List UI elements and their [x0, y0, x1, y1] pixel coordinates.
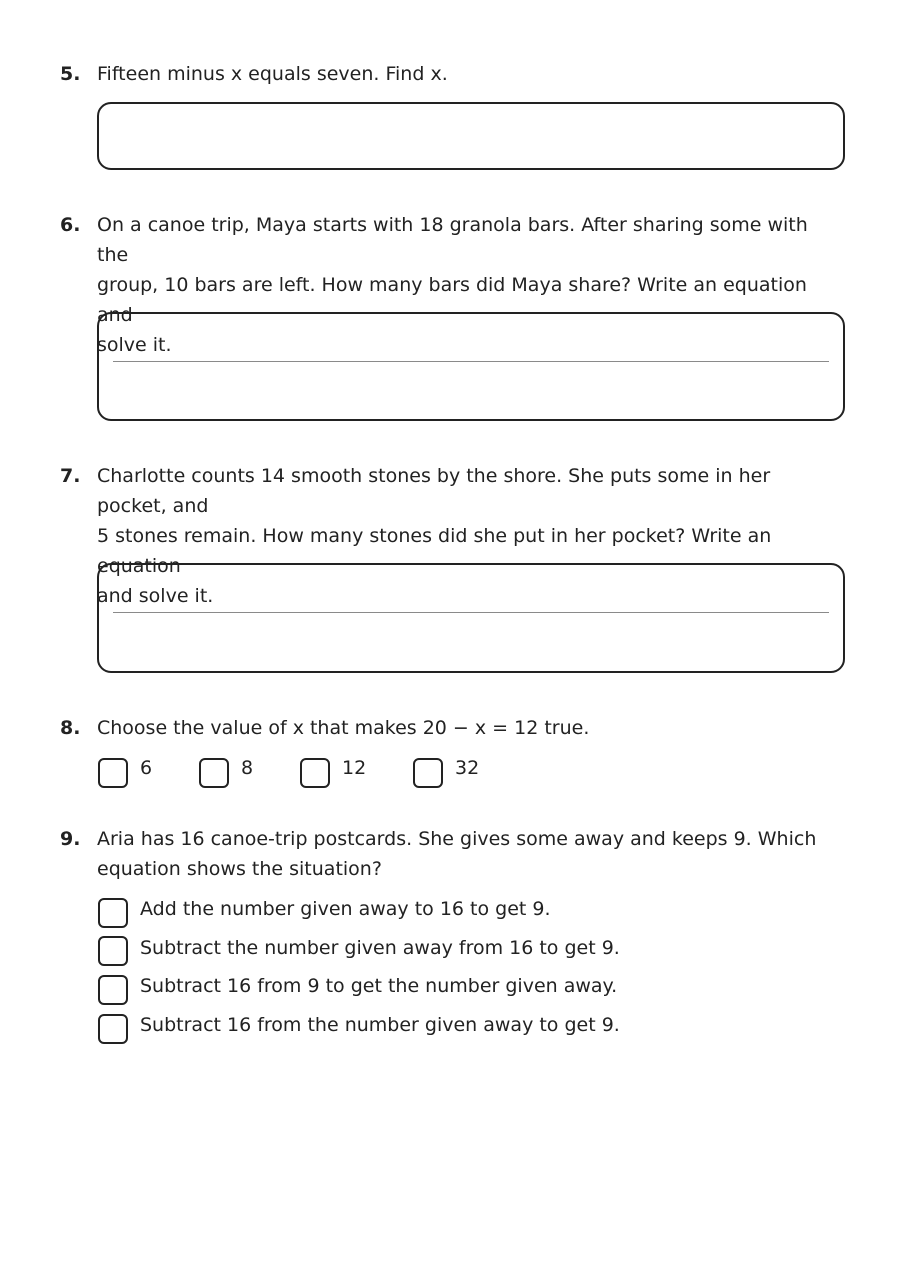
question-number: 6.	[60, 214, 81, 236]
option-label-c: Subtract 16 from 9 to get the number given away.	[140, 975, 618, 997]
option-checkbox-d[interactable]	[98, 1014, 128, 1044]
question-text-line: On a canoe trip, Maya starts with 18 granola bars. After sharing some with the	[97, 214, 808, 266]
question-text: Fifteen minus x equals seven. Find x.	[97, 63, 448, 85]
option-label-a: Add the number given away to 16 to get 9.	[140, 898, 551, 920]
option-label-8: 8	[241, 757, 254, 779]
option-checkbox-c[interactable]	[98, 975, 128, 1005]
question-text-line: and solve it.	[97, 585, 214, 607]
question-number: 9.	[60, 828, 81, 850]
option-checkbox-a[interactable]	[98, 898, 128, 928]
question-number: 8.	[60, 717, 81, 739]
question-text-line: solve it.	[97, 334, 172, 356]
question-text-line: Aria has 16 canoe-trip postcards. She gives some away and keeps 9. Which	[97, 828, 817, 850]
question-number: 7.	[60, 465, 81, 487]
question-text: Choose the value of x that makes 20 − x = 12 true.	[97, 717, 590, 739]
question-text-line: 5 stones remain. How many stones did she put in her pocket? Write an equation	[97, 525, 772, 577]
answer-box-6[interactable]	[97, 312, 845, 421]
answer-line	[113, 612, 829, 613]
answer-box-7[interactable]	[97, 563, 845, 673]
option-label-d: Subtract 16 from the number given away to get 9.	[140, 1014, 620, 1036]
question-text	[97, 824, 837, 884]
option-checkbox-6[interactable]	[98, 758, 128, 788]
option-label-b: Subtract the number given away from 16 to get 9.	[140, 937, 620, 959]
option-label-6: 6	[140, 757, 153, 779]
question-number: 5.	[60, 63, 81, 85]
option-label-12: 12	[342, 757, 367, 779]
option-checkbox-8[interactable]	[199, 758, 229, 788]
question-text-line: group, 10 bars are left. How many bars did Maya share? Write an equation and	[97, 274, 807, 326]
answer-box-5[interactable]	[97, 102, 845, 170]
option-checkbox-b[interactable]	[98, 936, 128, 966]
answer-line	[113, 361, 829, 362]
option-checkbox-12[interactable]	[300, 758, 330, 788]
option-label-32: 32	[455, 757, 480, 779]
question-text-line: equation shows the situation?	[97, 858, 382, 880]
question-text-line: Charlotte counts 14 smooth stones by the shore. She puts some in her pocket, and	[97, 465, 771, 517]
option-checkbox-32[interactable]	[413, 758, 443, 788]
